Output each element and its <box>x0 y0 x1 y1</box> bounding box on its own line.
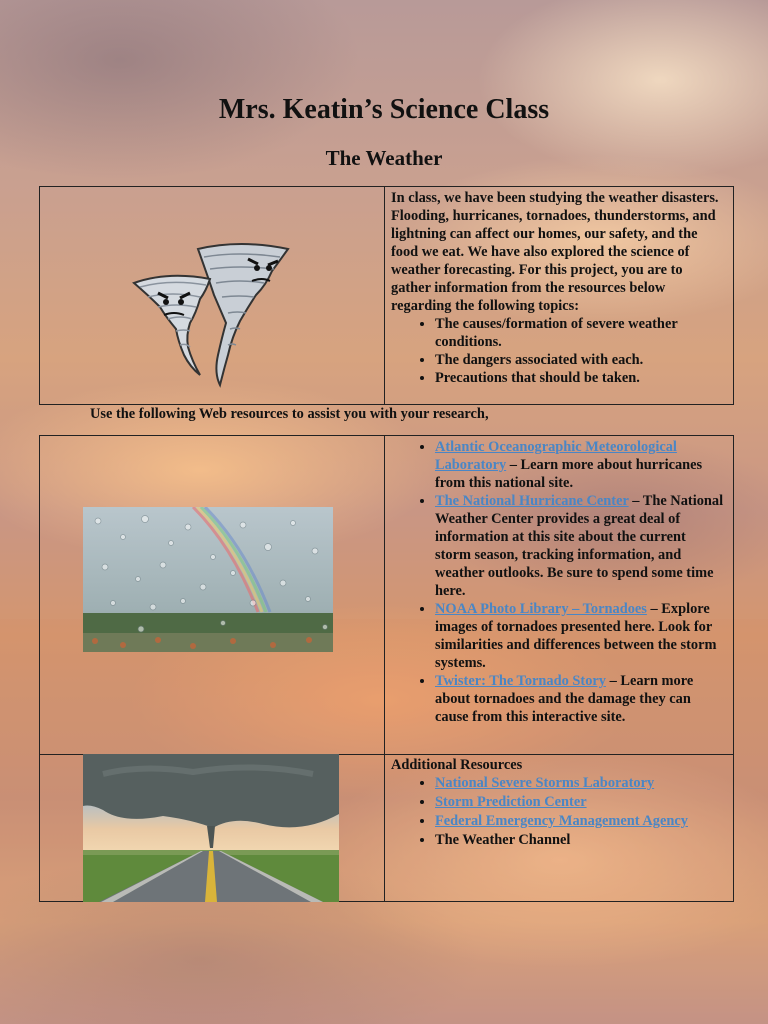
additional-resources-cell <box>391 756 725 850</box>
intro-text-cell <box>391 189 725 387</box>
link-storm-prediction-center[interactable]: Storm Prediction Center <box>435 794 587 810</box>
list-item <box>435 774 725 793</box>
resource-desc: – Explore images of tornadoes presented here. Look for similarities and differences between the storm systems. <box>435 601 717 671</box>
page-title: Mrs. Keatin’s Science Class <box>218 94 550 125</box>
additional-heading: Additional Resources <box>391 757 523 773</box>
tornado-road-photo <box>83 754 339 902</box>
list-item <box>435 600 725 672</box>
resources-note: Use the following Web resources to assist you with your research, <box>90 406 489 422</box>
list-item <box>435 438 725 492</box>
topics-list <box>391 315 725 387</box>
link-aoml[interactable]: Atlantic Oceanographic Meteorological Laboratory <box>435 439 677 473</box>
list-item <box>435 793 725 812</box>
table-divider <box>384 187 385 404</box>
intro-table <box>39 186 734 405</box>
resources-table <box>39 435 734 902</box>
intro-paragraph: In class, we have been studying the weather disasters. Flooding, hurricanes, tornadoes, thunderstorms, and lightning can affect our homes, our safety, and the food we eat. We have also explored the science of weather forecasting. For this project, you are to gather information from the resources below regarding the following topics: <box>391 190 719 314</box>
link-twister[interactable]: Twister: The Tornado Story <box>435 673 606 689</box>
additional-list <box>391 774 725 850</box>
list-item <box>435 812 725 831</box>
link-noaa-photo-library[interactable]: NOAA Photo Library – Tornadoes <box>435 601 647 617</box>
list-item: • Precautions that should be taken. <box>435 369 725 387</box>
resource-desc: – Learn more about tornadoes and the damage they can cause from this interactive site. <box>435 673 694 725</box>
link-fema[interactable]: Federal Emergency Management Agency <box>435 813 688 829</box>
link-nssl[interactable]: National Severe Storms Laboratory <box>435 775 655 791</box>
list-item <box>435 672 725 726</box>
resources-list <box>391 438 725 726</box>
link-national-hurricane-center[interactable]: The National Hurricane Center <box>435 493 629 509</box>
tornado-cartoon-icon <box>128 237 298 392</box>
resource-desc: – Learn more about hurricanes from this national site. <box>435 457 703 491</box>
resource-desc: – The National Weather Center provides a great deal of information at this site about the current storm season, tracking information, and weather outlooks. Be sure to spend some time here. <box>435 493 724 599</box>
resources-cell <box>391 438 725 726</box>
rain-rainbow-photo <box>83 507 333 652</box>
table-divider <box>384 436 385 901</box>
list-item: • The dangers associated with each. <box>435 351 725 369</box>
list-item: • The Weather Channel <box>435 831 725 850</box>
page-subtitle: The Weather <box>325 146 443 170</box>
list-item: • The causes/formation of severe weather conditions. <box>435 315 725 351</box>
list-item <box>435 492 725 600</box>
